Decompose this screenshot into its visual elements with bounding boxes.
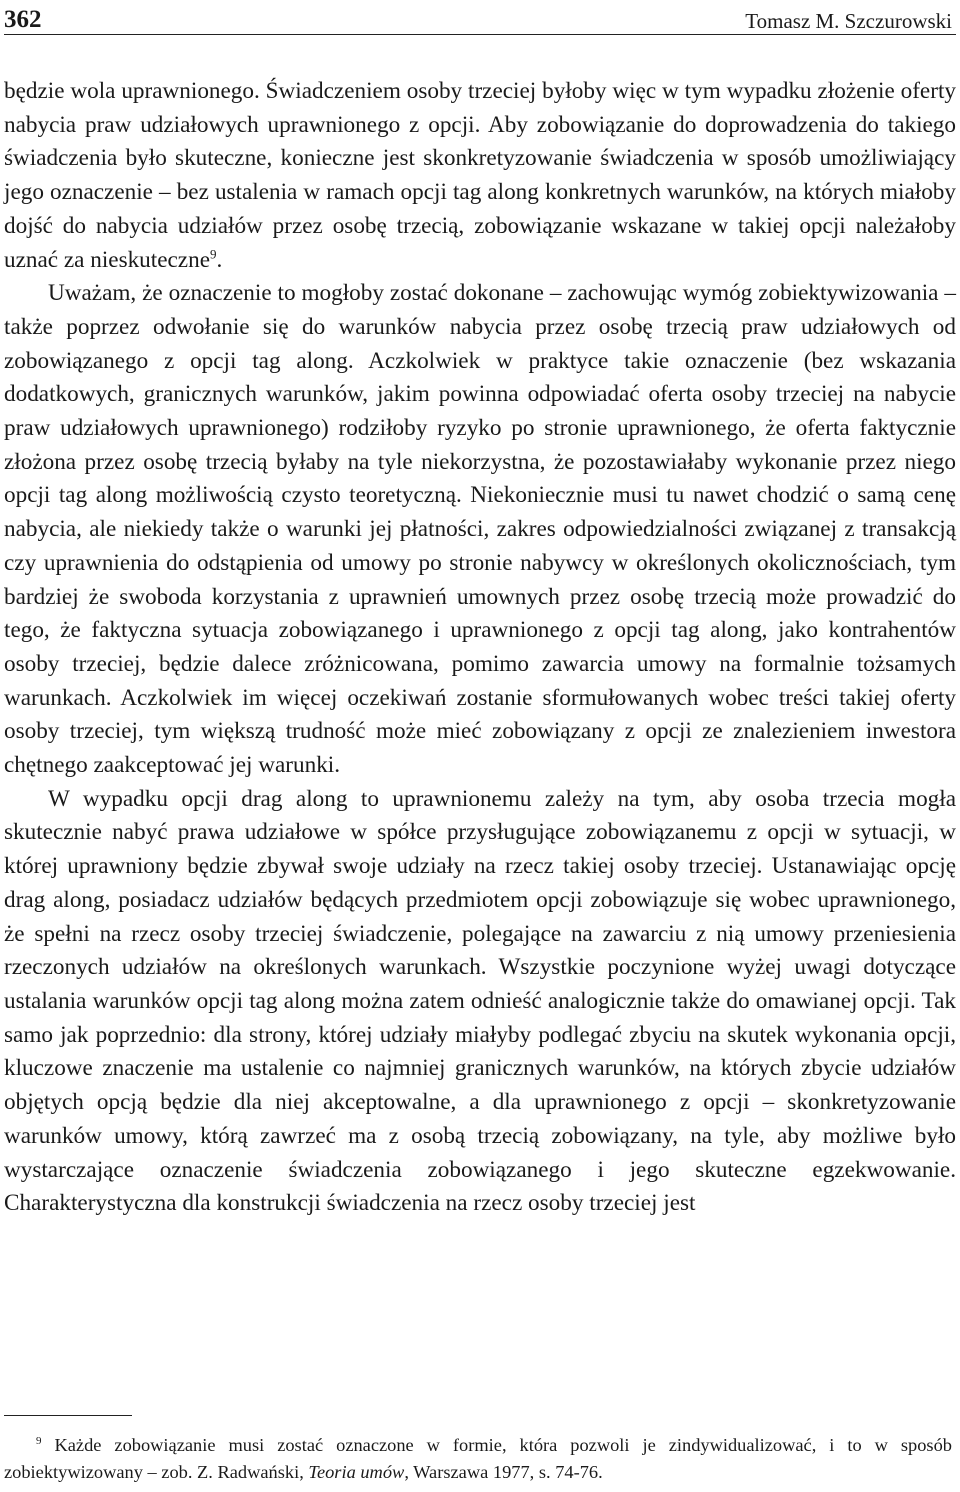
body-text [4, 75, 956, 1221]
paragraph-1 [4, 75, 956, 277]
footnote-cited-title: Teoria umów [308, 1462, 405, 1482]
paragraph-1-text-end: . [216, 246, 223, 273]
footnote-separator [4, 1415, 132, 1416]
paragraph-1-text: będzie wola uprawnionego. Świadczeniem osoby trzeciej byłoby więc w tym wypadku złożenie oferty nabycia praw udziałowych uprawnionego z opcji. Aby zobowiązanie do doprowadzenia do takiego świadczenia było skuteczne, konieczne jest skonkretyzowanie świadczenia w sposób umożliwiający jego oznaczenie – bez ustalenia w ramach opcji tag along konkretnych warunków, na których miałoby dojść do nabycia udziałów przez osobę trzecią, zobowiązanie wskazane w takiej opcji należałoby uznać za nieskuteczne [4, 78, 956, 273]
running-head-author: Tomasz M. Szczurowski [745, 9, 952, 33]
footnote-text-end: , Warszawa 1977, s. 74-76. [404, 1462, 603, 1482]
page-number: 362 [4, 6, 42, 33]
footnote-ref-9[interactable]: 9 [209, 245, 217, 261]
footnote-number: 9 [36, 1434, 42, 1447]
page-header [4, 0, 956, 35]
footnote-text: Każde zobowiązanie musi zostać oznaczone w formie, która pozwoli je zindywidualizować, i to w sposób zobiektywizowany – zob. Z. Radwański, [4, 1435, 952, 1482]
paragraph-3: W wypadku opcji drag along to uprawnionemu zależy na tym, aby osoba trzecia mogła skutecznie nabyć prawa udziałowe w spółce przysługujące zobowiązanemu z opcji w sytuacji, w której uprawniony będzie zbywał swoje udziały na rzecz takiej osoby trzeciej. Ustanawiając opcję drag along, posiadacz udziałów będących przedmiotem opcji zobowiązuje się wobec uprawnionego, że spełni na rzecz osoby trzeciej świadczenie, polegające na zawarciu z nią umowy przeniesienia rzeczonych udziałów na określonych warunkach. Wszystkie poczynione wyżej uwagi dotyczące ustalania warunków opcji tag along można zatem odnieść analogicznie także do omawianej opcji. Tak samo jak poprzednio: dla strony, której udziały miałyby podlegać zbyciu na skutek wykonania opcji, kluczowe znaczenie ma ustalenie co najmniej granicznych warunków, na których zbycie udziałów objętych opcją będzie dla niej akceptowalne, a dla uprawnionego z opcji – skonkretyzowanie warunków umowy, którą zawrzeć ma z osobą trzecią zobowiązany, na tyle, aby możliwe było wystarczające oznaczenie świadczenia zobowiązanego i jego skuteczne egzekwowanie. Charakterystyczna dla konstrukcji świadczenia na rzecz osoby trzeciej jest [4, 785, 956, 1217]
paragraph-2: Uważam, że oznaczenie to mogłoby zostać dokonane – zachowując wymóg zobiektywizowania – także poprzez odwołanie się do warunków nabycia przez osobę trzecią praw udziałowych od zobowiązanego z opcji tag along. Aczkolwiek w praktyce takie oznaczenie (bez wskazania dodatkowych, granicznych warunków, jakim powinna odpowiadać oferta osoby trzeciej na nabycie praw udziałowych uprawnionego) rodziłoby ryzyko po stronie uprawnionego, że oferta faktycznie złożona przez osobę trzecią byłaby na tyle niekorzystna, że pozostawiałaby wykonanie przez niego opcji tag along możliwością czysto teoretyczną. Niekoniecznie musi tu nawet chodzić o samą cenę nabycia, ale niekiedy także o warunki jej płatności, zakres odpowiedzialności związanej z transakcją czy uprawnienia do odstąpienia od umowy po stronie nabywcy w określonych okolicznościach, tym bardziej że swoboda korzystania z uprawnień umownych przez osobę trzecią może prowadzić do tego, że faktyczna sytuacja zobowiązanego i uprawnionego z opcji tag along, jako kontrahentów osoby trzeciej, będzie dalece zróżnicowana, pomimo zawarcia umowy na formalnie tożsamych warunkach. Aczkolwiek im więcej oczekiwań zostanie sformułowanych wobec treści takiej oferty osoby trzeciej, tym większą trudność może mieć zobowiązany z opcji ze znalezieniem inwestora chętnego zaakceptować jej warunki. [4, 280, 956, 779]
footnote-9 [4, 1432, 952, 1486]
